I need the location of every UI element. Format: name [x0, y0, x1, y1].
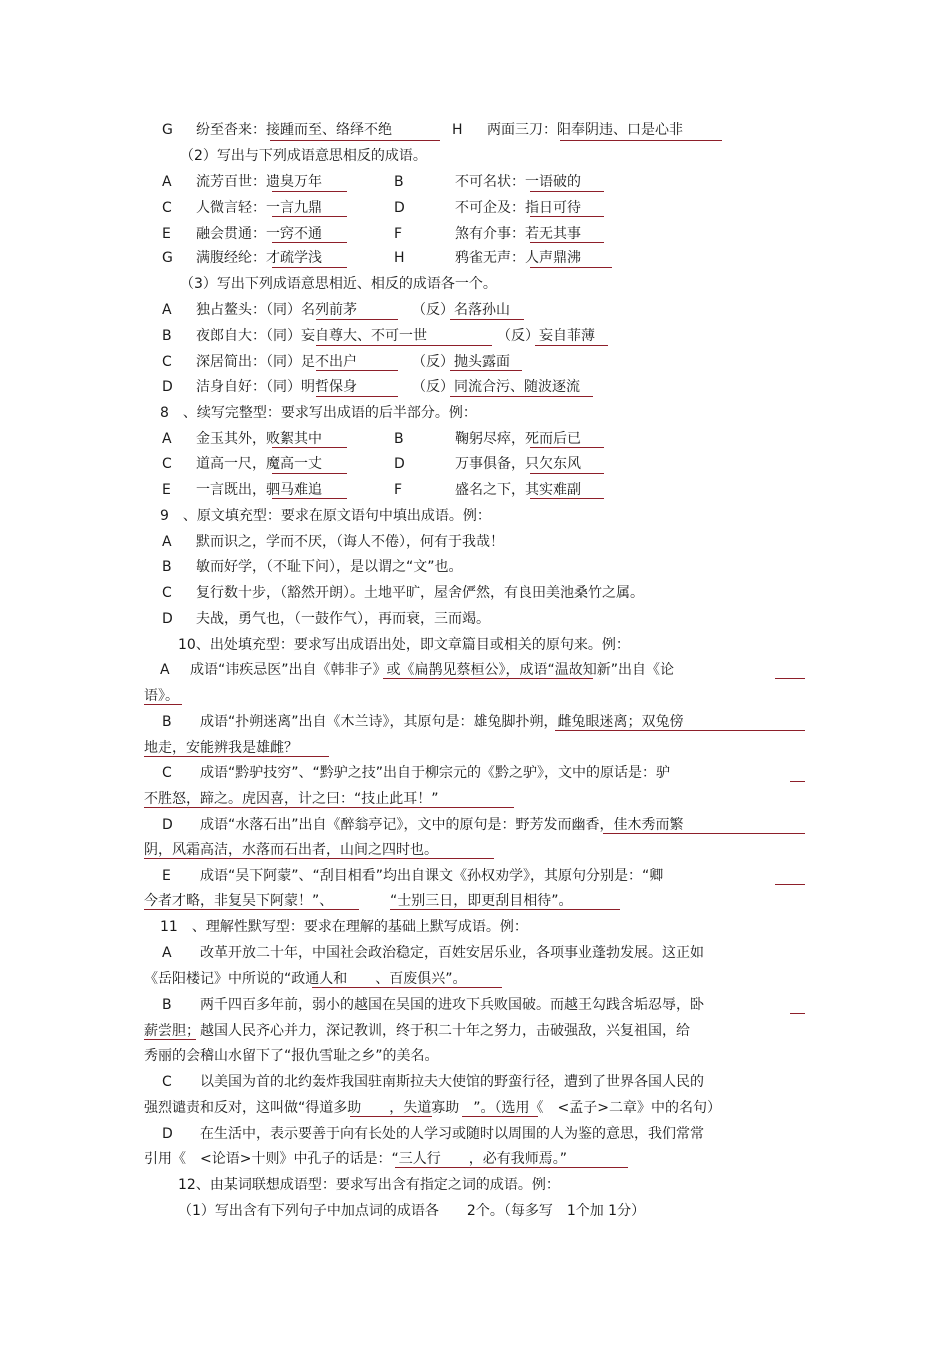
text-line: B: [394, 431, 404, 447]
text-line: 今者才略，非复吴下阿蒙！”、: [144, 893, 334, 909]
text-line: B: [394, 174, 404, 190]
underline-10c-1: [790, 781, 805, 782]
text-line: 以美国为首的北约轰炸我国驻南斯拉夫大使馆的野蛮行径，遭到了世界各国人民的: [200, 1074, 704, 1090]
text-line: 纷至沓来：接踵而至、络绎不绝: [196, 122, 392, 138]
text-line: A: [162, 945, 172, 961]
text-line: （反）名落孙山: [412, 302, 510, 318]
text-line: 流芳百世：遗臭万年: [196, 174, 322, 190]
text-line: （反）同流合污、随波逐流: [412, 379, 580, 395]
text-line: D: [162, 1126, 173, 1142]
underline-11b-1: [790, 1013, 805, 1014]
text-line: 成语“水落石出”出自《醉翁亭记》，文中的原句是：野芳发而幽香，佳木秀而繁: [200, 817, 684, 833]
text-line: D: [162, 379, 173, 395]
text-line: 地走，安能辨我是雄雌？: [144, 740, 298, 756]
text-line: “士别三日，即更刮目相待”。: [390, 893, 573, 909]
text-line: E: [162, 226, 171, 242]
text-line: B: [162, 714, 172, 730]
text-line: C: [162, 354, 172, 370]
text-line: 改革开放二十年，中国社会政治稳定，百姓安居乐业，各项事业蓬勃发展。这正如: [200, 945, 704, 961]
text-line: 深居简出：（同）足不出户: [196, 354, 357, 370]
text-line: C: [162, 765, 172, 781]
text-line: 洁身自好：（同）明哲保身: [196, 379, 357, 395]
text-line: 满腹经纶：才疏学浅: [196, 250, 322, 266]
text-line: A: [162, 174, 172, 190]
text-line: C: [162, 585, 172, 601]
text-line: A: [162, 431, 172, 447]
text-line: 不可名状：一语破的: [455, 174, 581, 190]
text-line: A: [160, 662, 170, 678]
text-line: H: [394, 250, 405, 266]
text-line: 成语“讳疾忌医”出自《韩非子》或《扁鹊见蔡桓公》，成语“温故知新”出自《论: [190, 662, 675, 678]
text-line: 秀丽的会稽山水留下了“报仇雪耻之乡”的美名。: [144, 1048, 439, 1064]
text-line: 成语“吴下阿蒙”、“刮目相看”均出自课文《孙权劝学》，其原句分别是：“卿: [200, 868, 664, 884]
text-line: 融会贯通：一窍不通: [196, 226, 322, 242]
text-line: 引用《 <论语>十则》中孔子的话是：“三人行 ，必有我师焉。”: [144, 1151, 567, 1167]
text-line: （反）妄自菲薄: [497, 328, 595, 344]
text-line: 不胜怒，蹄之。虎因喜，计之曰：“技止此耳！”: [144, 791, 439, 807]
text-line: 夫战，勇气也，（一鼓作气），再而衰，三而竭。: [196, 611, 490, 627]
text-line: B: [162, 328, 172, 344]
underline-g1: [270, 140, 440, 141]
text-line: E: [162, 482, 171, 498]
text-line: A: [162, 534, 172, 550]
text-line: 8 、续写完整型：要求写出成语的后半部分。例：: [160, 405, 477, 421]
text-line: 敏而好学，（不耻下问），是以谓之“文”也。: [196, 559, 463, 575]
text-line: 9 、原文填充型：要求在原文语句中填出成语。例：: [160, 508, 491, 524]
text-line: G: [162, 122, 173, 138]
text-line: 阴，风霜高洁，水落而石出者，山间之四时也。: [144, 842, 438, 858]
text-line: 夜郎自大：（同）妄自尊大、不可一世: [196, 328, 427, 344]
text-line: 成语“扑朔迷离”出自《木兰诗》，其原句是：雄兔脚扑朔，雌兔眼迷离；双兔傍: [200, 714, 684, 730]
text-line: 12、由某词联想成语型：要求写出含有指定之词的成语。例：: [178, 1177, 560, 1193]
text-line: 煞有介事：若无其事: [455, 226, 581, 242]
text-line: 万事俱备，只欠东风: [455, 456, 581, 472]
text-line: F: [394, 226, 403, 242]
underline-h1: [560, 140, 722, 141]
text-line: D: [162, 817, 173, 833]
text-line: 在生活中，表示要善于向有长处的人学习或随时以周围的人为鉴的意思，我们常常: [200, 1126, 704, 1142]
text-line: 盛名之下，其实难副: [455, 482, 581, 498]
text-line: （3）写出下列成语意思相近、相反的成语各一个。: [180, 276, 497, 292]
text-line: B: [162, 559, 172, 575]
text-line: 鞠躬尽瘁，死而后已: [455, 431, 581, 447]
text-line: （反）抛头露面: [412, 354, 510, 370]
text-line: 《岳阳楼记》中所说的“政通人和 、百废俱兴”。: [144, 971, 467, 987]
text-line: C: [162, 200, 172, 216]
text-line: 人微言轻：一言九鼎: [196, 200, 322, 216]
text-line: C: [162, 456, 172, 472]
text-line: 11 、理解性默写型：要求在理解的基础上默写成语。例：: [160, 919, 528, 935]
text-line: 成语“黔驴技穷”、“黔驴之技”出自于柳宗元的《黔之驴》，文中的原话是：驴: [200, 765, 671, 781]
underline-10e-1: [775, 884, 805, 885]
text-line: D: [394, 200, 405, 216]
text-line: 复行数十步，（豁然开朗）。土地平旷，屋舍俨然，有良田美池桑竹之属。: [196, 585, 644, 601]
text-line: 薪尝胆；越国人民齐心并力，深记教训，终于积二十年之努力，击破强敌，兴复祖国，给: [144, 1023, 690, 1039]
text-line: 一言既出，驷马难追: [196, 482, 322, 498]
text-line: H: [452, 122, 463, 138]
text-line: G: [162, 250, 173, 266]
text-line: 不可企及：指日可待: [455, 200, 581, 216]
text-line: 强烈谴责和反对，这叫做“得道多助 ，失道寡助 ”。（选用《 <孟子>二章》中的名句）: [144, 1100, 721, 1116]
text-line: （1）写出含有下列句子中加点词的成语各 2个。（每多写 1个加 1分）: [178, 1203, 646, 1219]
text-line: 金玉其外，败絮其中: [196, 431, 322, 447]
text-line: C: [162, 1074, 172, 1090]
text-line: （2）写出与下列成语意思相反的成语。: [180, 148, 427, 164]
text-line: 默而识之，学而不厌，（诲人不倦），何有于我哉！: [196, 534, 504, 550]
text-line: F: [394, 482, 403, 498]
text-line: 两面三刀：阳奉阴违、口是心非: [487, 122, 683, 138]
text-line: D: [394, 456, 405, 472]
text-line: A: [162, 302, 172, 318]
text-line: 独占鳌头：（同）名列前茅: [196, 302, 357, 318]
text-line: E: [162, 868, 171, 884]
text-line: 10、出处填充型：要求写出成语出处，即文章篇目或相关的原句来。例：: [178, 637, 630, 653]
underline-10a-2: [775, 678, 805, 679]
text-line: 语》。: [144, 688, 179, 704]
text-line: 鸦雀无声：人声鼎沸: [455, 250, 581, 266]
text-line: 道高一尺，魔高一丈: [196, 456, 322, 472]
text-line: 两千四百多年前，弱小的越国在吴国的进攻下兵败国破。而越王勾践含垢忍辱，卧: [200, 997, 704, 1013]
text-line: D: [162, 611, 173, 627]
text-line: B: [162, 997, 172, 1013]
